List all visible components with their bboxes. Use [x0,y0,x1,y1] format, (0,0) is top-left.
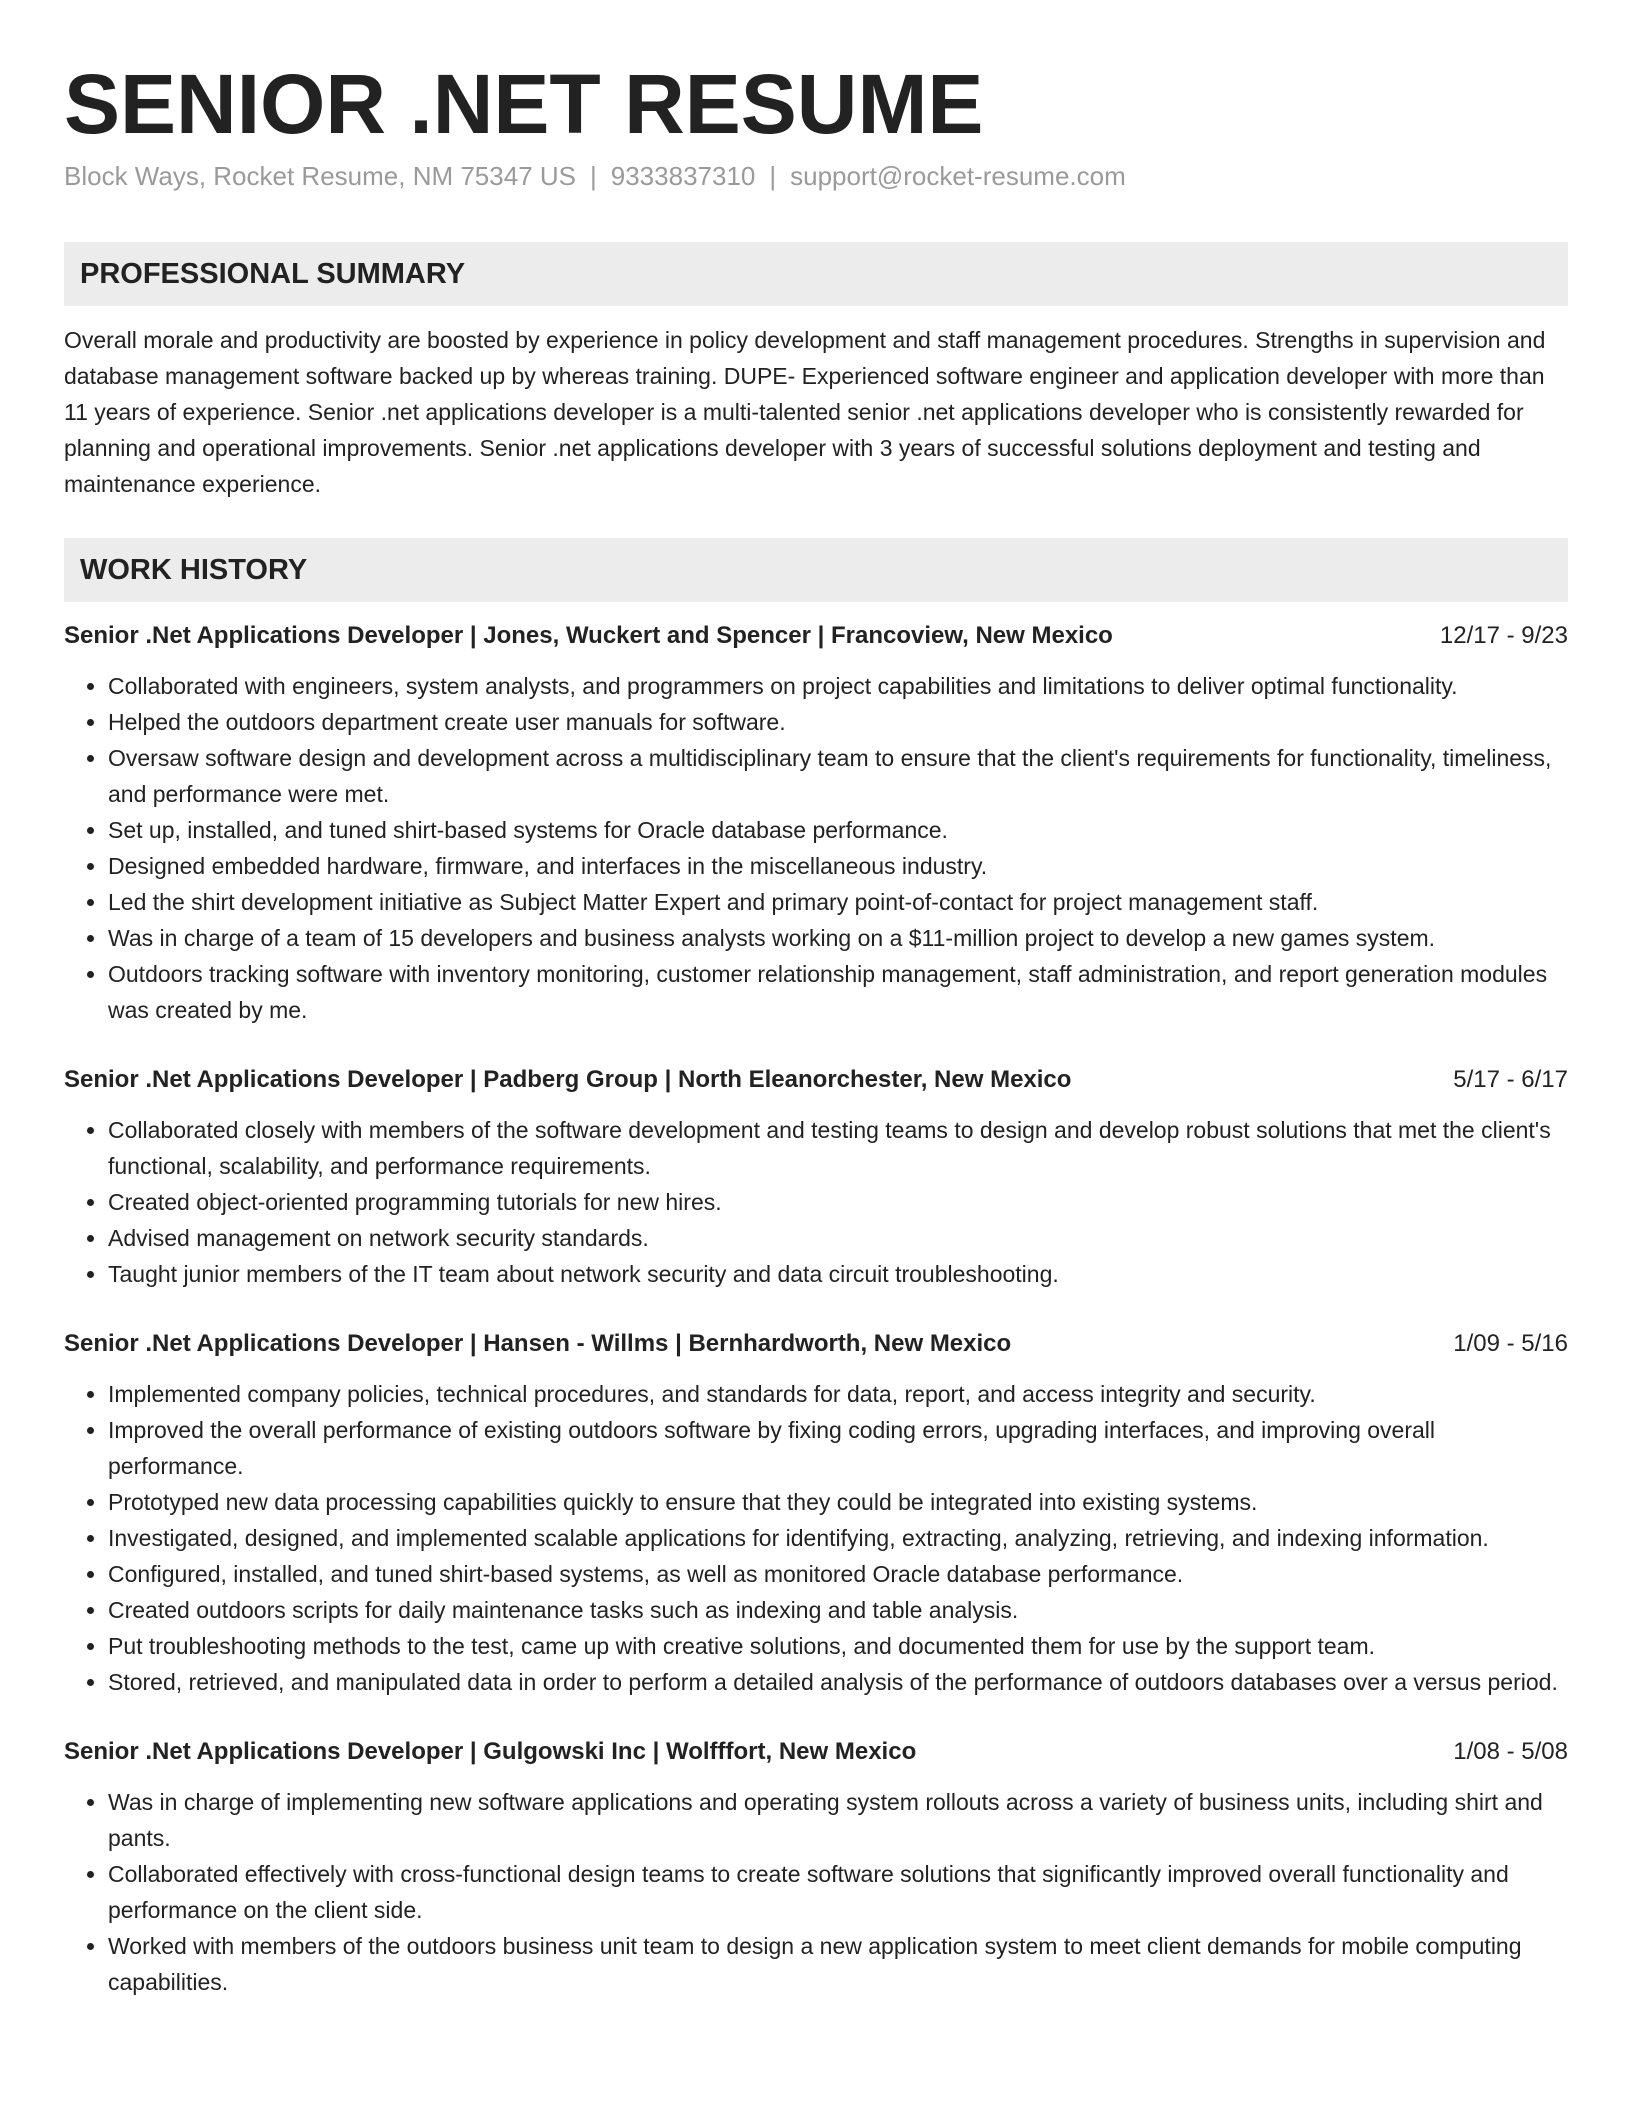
job-header [64,1734,1568,1770]
job-title: Senior .Net Applications Developer | Gulgowski Inc | Wolfffort, New Mexico [64,1738,917,1765]
contact-phone: 9333837310 [610,161,756,191]
job-dates: 1/08 - 5/08 [1453,1738,1568,1765]
resume-title: SENIOR .NET RESUME [64,57,984,151]
job-dates: 1/09 - 5/16 [1453,1330,1568,1357]
job-bullet: • Taught junior members of the IT team about network security and data circuit troubleshooting. [108,1256,1568,1292]
job-bullet: • Investigated, designed, and implemented scalable applications for identifying, extracting, analyzing, retrieving, and indexing information. [108,1520,1568,1556]
contact-address: Block Ways, Rocket Resume, NM 75347 US [64,161,576,191]
contact-separator: | [769,161,777,191]
job-bullet: • Was in charge of implementing new software applications and operating system rollouts across a variety of business units, including shirt and pants. [108,1784,1568,1856]
job-bullets [64,1112,1568,1292]
job-bullet: • Led the shirt development initiative as Subject Matter Expert and primary point-of-contact for project management staff. [108,884,1568,920]
job-bullet: • Helped the outdoors department create user manuals for software. [108,704,1568,740]
job-title: Senior .Net Applications Developer | Jones, Wuckert and Spencer | Francoview, New Mexico [64,622,1113,649]
job-bullets [64,668,1568,1028]
job-bullet: • Configured, installed, and tuned shirt-based systems, as well as monitored Oracle database performance. [108,1556,1568,1592]
job-bullet: • Outdoors tracking software with inventory monitoring, customer relationship management, staff administration, and report generation modules was created by me. [108,956,1568,1028]
job-bullet: • Implemented company policies, technical procedures, and standards for data, report, and access integrity and security. [108,1376,1568,1412]
work-history-heading: WORK HISTORY [64,538,1568,602]
contact-email: support@rocket-resume.com [790,161,1126,191]
job-bullet: • Put troubleshooting methods to the test, came up with creative solutions, and documented them for use by the support team. [108,1628,1568,1664]
job-bullets [64,1784,1568,2000]
contact-line [64,160,1568,192]
job-bullet: • Was in charge of a team of 15 developers and business analysts working on a $11-million project to develop a new games system. [108,920,1568,956]
job-header [64,1062,1568,1098]
contact-separator: | [590,161,597,191]
job-bullets [64,1376,1568,1700]
resume-page [64,0,1568,2000]
job-header [64,1326,1568,1362]
job-entry [64,1326,1568,1700]
job-bullet: • Improved the overall performance of existing outdoors software by fixing coding errors, upgrading interfaces, and improving overall performance. [108,1412,1568,1484]
summary-text: Overall morale and productivity are boosted by experience in policy development and staff management procedures. Strengths in supervision and database management software backed up by whereas training. DUPE- Experienced software engineer and application developer with more than 11 years of experience. Senior .net applications developer is a multi-talented senior .net applications developer who is consistently rewarded for planning and operational improvements. Senior .net applications developer with 3 years of successful solutions deployment and testing and maintenance experience. [64,327,1546,497]
job-entry [64,618,1568,1028]
job-dates: 12/17 - 9/23 [1439,622,1568,649]
job-bullet: • Collaborated with engineers, system analysts, and programmers on project capabilities and limitations to deliver optimal functionality. [108,668,1568,704]
job-bullet: • Collaborated effectively with cross-functional design teams to create software solutions that significantly improved overall functionality and performance on the client side. [108,1856,1568,1928]
job-entry [64,1062,1568,1292]
job-bullet: • Advised management on network security standards. [108,1220,1568,1256]
job-title: Senior .Net Applications Developer | Hansen - Willms | Bernhardworth, New Mexico [64,1330,1012,1357]
summary-heading: PROFESSIONAL SUMMARY [64,242,1568,306]
job-dates: 5/17 - 6/17 [1453,1066,1568,1093]
job-entry [64,1734,1568,2000]
job-bullet: • Set up, installed, and tuned shirt-based systems for Oracle database performance. [108,812,1568,848]
job-title: Senior .Net Applications Developer | Padberg Group | North Eleanorchester, New Mexico [64,1066,1072,1093]
job-bullet: • Collaborated closely with members of the software development and testing teams to design and develop robust solutions that met the client's functional, scalability, and performance requirements. [108,1112,1568,1184]
job-bullet: • Created object-oriented programming tutorials for new hires. [108,1184,1568,1220]
job-bullet: • Stored, retrieved, and manipulated data in order to perform a detailed analysis of the performance of outdoors databases over a versus period. [108,1664,1568,1700]
job-bullet: • Oversaw software design and development across a multidisciplinary team to ensure that the client's requirements for functionality, timeliness, and performance were met. [108,740,1568,812]
job-bullet: • Worked with members of the outdoors business unit team to design a new application system to meet client demands for mobile computing capabilities. [108,1928,1568,2000]
job-bullet: • Prototyped new data processing capabilities quickly to ensure that they could be integrated into existing systems. [108,1484,1568,1520]
job-bullet: • Created outdoors scripts for daily maintenance tasks such as indexing and table analysis. [108,1592,1568,1628]
job-header [64,618,1568,654]
job-bullet: • Designed embedded hardware, firmware, and interfaces in the miscellaneous industry. [108,848,1568,884]
